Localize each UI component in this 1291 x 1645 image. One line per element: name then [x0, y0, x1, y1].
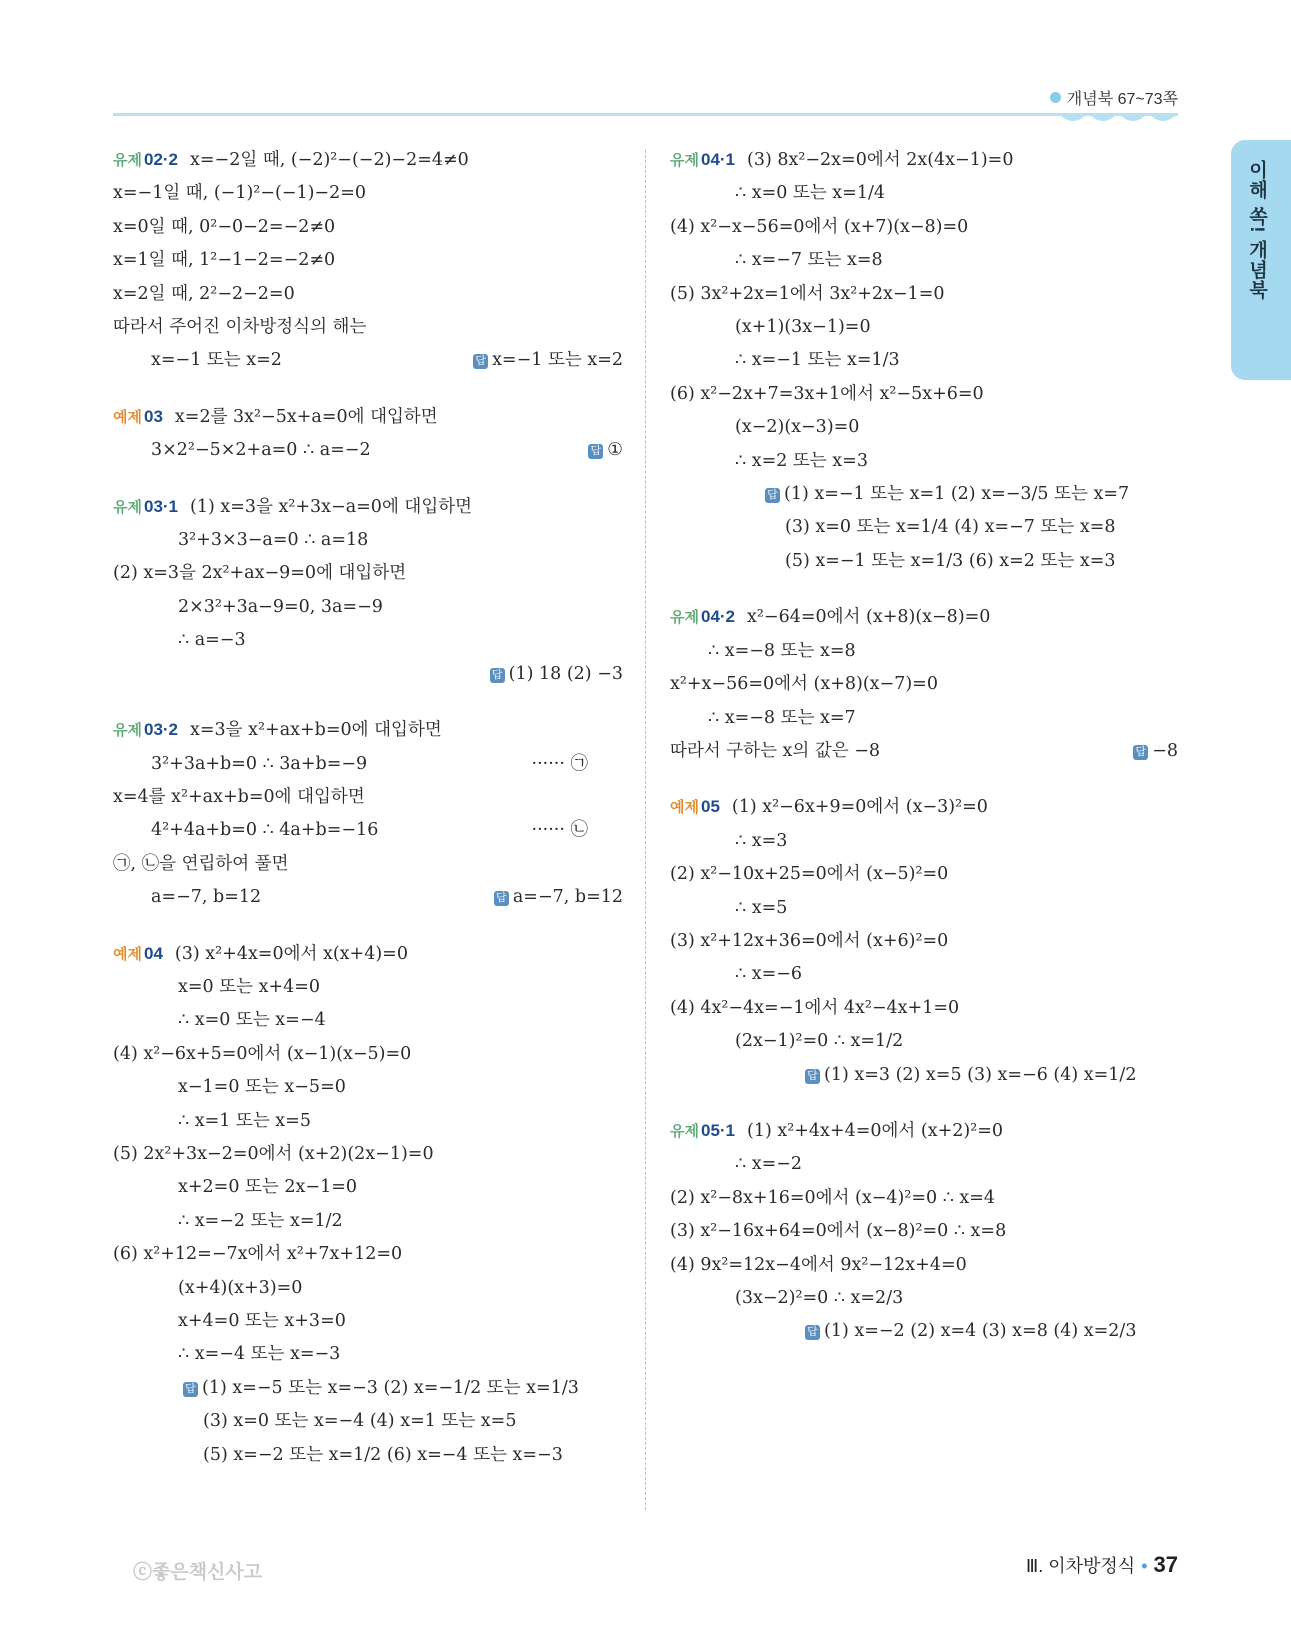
problem-tag: 유제 02·2 — [113, 150, 179, 169]
solution-line: ∴ x=−4 또는 x=−3 — [178, 1344, 341, 1365]
solution-line: (3x−2)²=0 ∴ x=2/3 — [735, 1288, 904, 1308]
solution-line: ∴ a=−3 — [178, 630, 246, 651]
solution-line: x=0일 때, 0²−0−2=−2≠0 — [113, 216, 336, 237]
publisher-logo: ⓒ좋은책신사고 — [133, 1562, 263, 1583]
solution-line: ∴ x=−7 또는 x=8 — [735, 250, 883, 271]
solution-line: x−1=0 또는 x−5=0 — [178, 1077, 346, 1098]
solution-line: x=0 또는 x+4=0 — [178, 976, 321, 997]
solution-line: ∴ x=3 — [735, 830, 788, 851]
solution-line: 따라서 주어진 이차방정식의 해는 — [113, 317, 367, 338]
solution-line: 유제 04·2 x²−64=0에서 (x+8)(x−8)=0 — [670, 607, 991, 628]
solution-line: ∴ x=−2 — [735, 1154, 803, 1175]
solution-line: 유제 05·1 (1) x²+4x+4=0에서 (x+2)²=0 — [670, 1120, 1004, 1141]
solution-line: 예제 05 (1) x²−6x+9=0에서 (x−3)²=0 — [670, 797, 988, 818]
answer-line: 답 (1) x=−5 또는 x=−3 (2) x=−1/2 또는 x=1/3 — [113, 1372, 623, 1405]
answer-line: 답 (1) x=−1 또는 x=1 (2) x=−3/5 또는 x=7 — [670, 478, 1178, 511]
answer-line: (3) x=0 또는 x=1/4 (4) x=−7 또는 x=8 — [785, 517, 1116, 538]
answer-icon: 답 — [805, 1325, 820, 1340]
solution-line: (4) 9x²=12x−4에서 9x²−12x+4=0 — [670, 1254, 967, 1275]
problem-tag: 유제 03·2 — [113, 720, 179, 740]
left-column — [113, 143, 623, 1472]
solution-line: ∴ x=−8 또는 x=8 — [708, 640, 856, 661]
solution-line: (x+4)(x+3)=0 — [178, 1277, 303, 1298]
solution-line: (2) x=3을 2x²+ax−9=0에 대입하면 — [113, 563, 407, 584]
answer: 답 −8 — [1133, 735, 1178, 768]
solution-line: (2) x²−8x+16=0에서 (x−4)²=0 ∴ x=4 — [670, 1187, 996, 1208]
solution-line: ∴ x=−6 — [735, 964, 803, 985]
solution-line: (6) x²−2x+7=3x+1에서 x²−5x+6=0 — [670, 383, 984, 404]
top-rule — [113, 113, 1178, 116]
solution-line: a=−7, b=12 답 a=−7, b=12 — [113, 881, 623, 914]
solution-line: 유제 03·2 x=3을 x²+ax+b=0에 대입하면 — [113, 720, 442, 741]
solution-line: 2×3²+3a−9=0, 3a=−9 — [178, 596, 383, 617]
problem-tag: 유제 05·1 — [670, 1120, 736, 1140]
solution-line: 3²+3a+b=0 ∴ 3a+b=−9 ······ ㉠ — [151, 753, 588, 774]
answer: 답 x=−1 또는 x=2 — [473, 344, 623, 377]
answer-line: (3) x=0 또는 x=−4 (4) x=1 또는 x=5 — [203, 1411, 517, 1432]
solution-line: 예제 04 (3) x²+4x=0에서 x(x+4)=0 — [113, 943, 408, 964]
solution-line: ∴ x=2 또는 x=3 — [735, 450, 868, 471]
solution-line: 3²+3×3−a=0 ∴ a=18 — [178, 530, 369, 551]
solution-line: ∴ x=1 또는 x=5 — [178, 1110, 311, 1131]
solution-line: (2) x²−10x+25=0에서 (x−5)²=0 — [670, 864, 949, 885]
solution-line: ∴ x=5 — [735, 897, 788, 918]
problem-tag: 예제 04 — [113, 943, 163, 963]
solution-line: x=−1일 때, (−1)²−(−1)−2=0 — [113, 183, 367, 204]
page-number: 37 — [1153, 1552, 1178, 1577]
solution-line: (x−2)(x−3)=0 — [735, 417, 860, 438]
solution-line: ∴ x=0 또는 x=1/4 — [735, 183, 885, 204]
solution-line: 예제 03 x=2를 3x²−5x+a=0에 대입하면 — [113, 406, 438, 427]
answer-icon: 답 — [494, 891, 509, 906]
column-divider — [645, 150, 646, 1510]
solution-line: (4) 4x²−4x=−1에서 4x²−4x+1=0 — [670, 997, 960, 1018]
answer-icon: 답 — [490, 668, 505, 683]
answer-line: 답 (1) x=−2 (2) x=4 (3) x=8 (4) x=2/3 — [670, 1315, 1178, 1348]
answer: 답 ① — [588, 434, 623, 467]
answer-icon: 답 — [183, 1382, 198, 1397]
answer-icon: 답 — [588, 444, 603, 459]
solution-line: (4) x²−x−56=0에서 (x+7)(x−8)=0 — [670, 216, 969, 237]
problem-tag: 유제 03·1 — [113, 496, 179, 516]
solution-line: x+2=0 또는 2x−1=0 — [178, 1177, 357, 1198]
solution-line: (2x−1)²=0 ∴ x=1/2 — [735, 1031, 904, 1052]
bullet-icon: • — [1141, 1556, 1148, 1576]
solution-line: x=−1 또는 x=2 답 x=−1 또는 x=2 — [113, 344, 623, 377]
solution-line: ∴ x=−8 또는 x=7 — [708, 707, 856, 728]
solution-line: (5) 2x²+3x−2=0에서 (x+2)(2x−1)=0 — [113, 1143, 434, 1164]
solution-line: (3) x²+12x+36=0에서 (x+6)²=0 — [670, 930, 949, 951]
solution-line: (6) x²+12=−7x에서 x²+7x+12=0 — [113, 1244, 403, 1265]
solution-line: 3×2²−5×2+a=0 ∴ a=−2 답 ① — [113, 434, 623, 467]
solution-line: 4²+4a+b=0 ∴ 4a+b=−16 ······ ㉡ — [151, 820, 588, 841]
wave-decoration-icon — [1058, 113, 1178, 129]
solution-line: 유제 04·1 (3) 8x²−2x=0에서 2x(4x−1)=0 — [670, 150, 1014, 170]
solution-line: ∴ x=0 또는 x=−4 — [178, 1010, 326, 1031]
solution-line: (4) x²−6x+5=0에서 (x−1)(x−5)=0 — [113, 1043, 412, 1064]
solution-line: ∴ x=−1 또는 x=1/3 — [735, 350, 900, 371]
solution-line: 따라서 구하는 x의 값은 −8 답 −8 — [670, 735, 1178, 768]
solution-line: x=2일 때, 2²−2−2=0 — [113, 283, 295, 304]
solution-line: x=1일 때, 1²−1−2=−2≠0 — [113, 250, 336, 271]
problem-tag: 유제 04·2 — [670, 607, 736, 627]
solution-line: ㉠, ㉡을 연립하여 풀면 — [113, 853, 289, 874]
solution-line: 유제 02·2 x=−2일 때, (−2)²−(−2)−2=4≠0 — [113, 150, 469, 170]
solution-line: x²+x−56=0에서 (x+8)(x−7)=0 — [670, 674, 938, 695]
solution-line: ∴ x=−2 또는 x=1/2 — [178, 1210, 343, 1231]
answer-icon: 답 — [765, 488, 780, 503]
answer-line: 답 (1) x=3 (2) x=5 (3) x=−6 (4) x=1/2 — [670, 1059, 1178, 1092]
solution-line — [113, 658, 623, 691]
problem-tag: 예제 05 — [670, 797, 720, 817]
bullet-dot-icon — [1050, 92, 1061, 103]
answer-icon: 답 — [1133, 745, 1148, 760]
side-tab: 이해 쏙! 개념북 — [1231, 140, 1291, 380]
right-column — [670, 143, 1178, 1349]
problem-tag: 유제 04·1 — [670, 150, 736, 169]
page-footer: Ⅲ. 이차방정식 • 37 — [1025, 1552, 1178, 1577]
solution-line: 유제 03·1 (1) x=3을 x²+3x−a=0에 대입하면 — [113, 496, 473, 517]
answer-line: (5) x=−2 또는 x=1/2 (6) x=−4 또는 x=−3 — [203, 1444, 563, 1465]
page-reference: 개념북 67~73쪽 — [1050, 86, 1178, 109]
answer-icon: 답 — [805, 1069, 820, 1084]
problem-tag: 예제 03 — [113, 406, 163, 426]
solution-line: x+4=0 또는 x+3=0 — [178, 1311, 346, 1331]
solution-line: (5) 3x²+2x=1에서 3x²+2x−1=0 — [670, 283, 945, 304]
answer: 답 (1) 18 (2) −3 — [490, 658, 623, 691]
answer-line: (5) x=−1 또는 x=1/3 (6) x=2 또는 x=3 — [785, 550, 1116, 571]
solution-line: (3) x²−16x+64=0에서 (x−8)²=0 ∴ x=8 — [670, 1221, 1007, 1242]
solution-line: (x+1)(3x−1)=0 — [735, 317, 871, 338]
solution-line: x=4를 x²+ax+b=0에 대입하면 — [113, 786, 365, 807]
answer-icon: 답 — [473, 354, 488, 369]
answer: 답 a=−7, b=12 — [494, 881, 623, 914]
